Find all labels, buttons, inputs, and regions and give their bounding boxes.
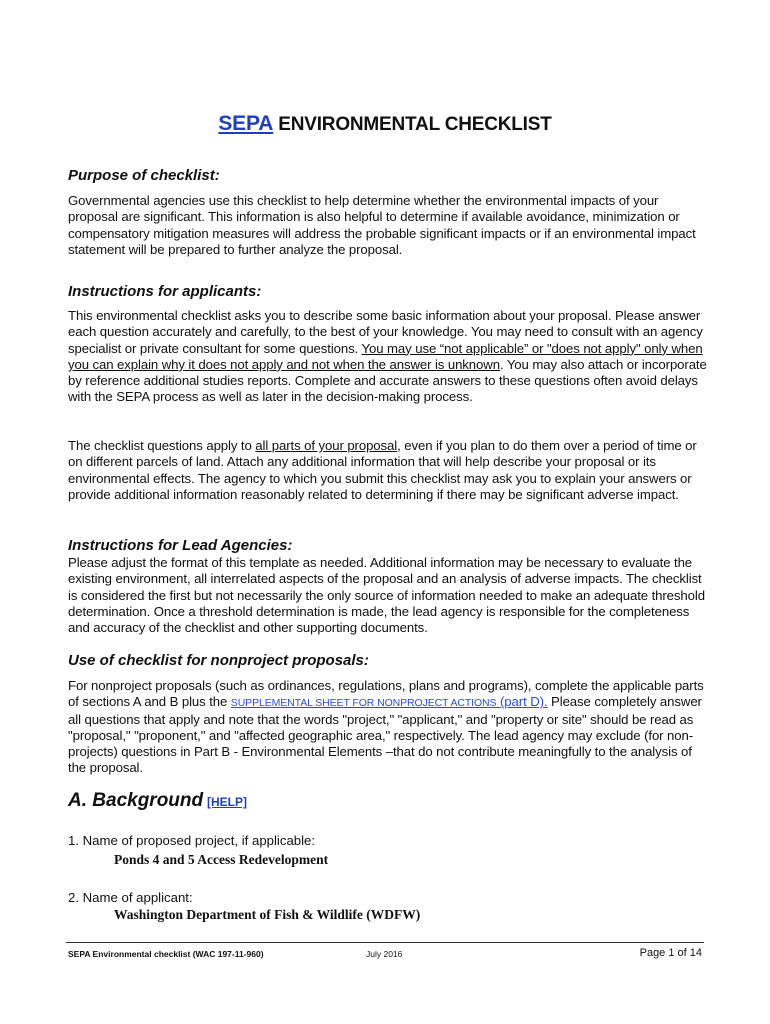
applicants-paragraph-2	[68, 438, 708, 503]
purpose-heading: Purpose of checklist:	[68, 167, 220, 184]
footer-form-name: SEPA Environmental checklist (WAC 197-11-960)	[68, 949, 264, 959]
question-2: 2. Name of applicant:	[68, 890, 193, 905]
question-1: 1. Name of proposed project, if applicable:	[68, 833, 316, 848]
answer-2: Washington Department of Fish & Wildlife (WDFW)	[114, 907, 421, 922]
footer-divider	[66, 942, 704, 943]
applicants-paragraph-1	[68, 308, 708, 406]
nonproject-heading: Use of checklist for nonproject proposals:	[68, 652, 369, 669]
lead-agencies-heading: Instructions for Lead Agencies:	[68, 537, 293, 554]
page-title	[0, 112, 770, 136]
nonproject-text: For nonproject proposals (such as ordinances, regulations, plans and programs), complete the applicable parts of sections A and B plus the	[68, 678, 704, 710]
nonproject-paragraph	[68, 678, 708, 777]
applicants-p2-text-after: , even if you plan to do them over a period of time or on different parcels of land. Attach any additional information that will help describe your proposal or its environmental effects. The agency to which you submit this checklist may ask you to explain your answers or provide additional information reasonably related to determining if there may be significant adverse impact.	[68, 438, 697, 502]
part-d-link[interactable]: (part D).	[496, 694, 548, 710]
footer-date: July 2016	[366, 949, 403, 959]
applicants-p2-underlined: all parts of your proposal	[255, 438, 398, 453]
purpose-paragraph: Governmental agencies use this checklist to help determine whether the environmental impacts of your proposal are significant. This information is also helpful to determine if available avoidance, minimization or compensatory mitigation measures will address the probable significant impacts or if an environmental impact statement will be prepared to further analyze the proposal.	[68, 193, 696, 257]
supplemental-sheet-link[interactable]: SUPPLEMENTAL SHEET FOR NONPROJECT ACTIONS	[230, 697, 497, 710]
applicants-p1-text-after: . You may also attach or incorporate by reference additional studies reports. Complete and accurate answers to these questions often avoid delays with the SEPA process as well as later in the decision-making process.	[68, 356, 707, 405]
answer-1: Ponds 4 and 5 Access Redevelopment	[114, 852, 329, 867]
nonproject-text-after: Please completely answer all questions that apply and note that the words "project," "applicant," and "property or site" should be read as "proposal," "proponent," and "affected geographic area," respectively. The lead agency may exclude (for non-projects) questions in Part B - Environmental Elements –that do not contribute meaningfully to the analysis of the proposal.	[68, 694, 702, 776]
lead-agencies-paragraph: Please adjust the format of this template as needed. Additional information may be necessary to evaluate the existing environment, all interrelated aspects of the proposal and an analysis of adverse impacts. The checklist is considered the first but not necessarily the only source of information needed to make an adequate threshold determination. Once a threshold determination is made, the lead agency is responsible for the completeness and accuracy of the checklist and other supporting documents.	[68, 555, 705, 636]
applicants-p2-text: The checklist questions apply to	[68, 438, 256, 453]
footer-page-number: Page 1 of 14	[639, 947, 702, 959]
help-link[interactable]: [HELP]	[207, 795, 247, 809]
sepa-link[interactable]: SEPA	[218, 112, 274, 135]
background-heading: A. Background	[68, 790, 204, 811]
applicants-p1-text: This environmental checklist asks you to describe some basic information about your proposal. Please answer each question accurately and carefully, to the best of your knowledge. You may need to consult with an agency specialist or private consultant for some questions.	[68, 308, 703, 356]
applicants-heading: Instructions for applicants:	[68, 283, 262, 300]
page-title-text: ENVIRONMENTAL CHECKLIST	[273, 114, 552, 135]
applicants-p1-underlined: You may use “not applicable” or "does not apply" only when you can explain why it does not apply and not when the answer is unknown	[68, 340, 703, 372]
